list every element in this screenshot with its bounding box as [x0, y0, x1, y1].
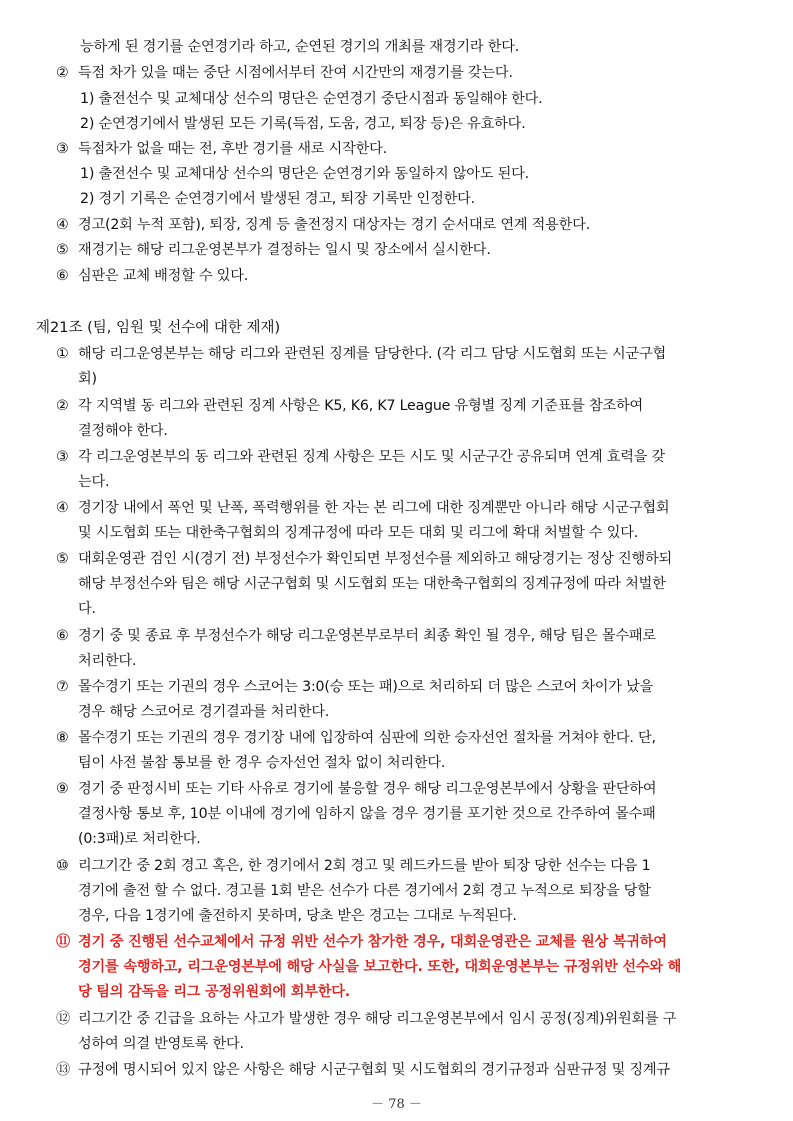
clause-text: 몰수경기 또는 기권의 경우 스코어는 3:0(승 또는 패)으로 처리하되 더 많은 스코어 차이가 났을	[78, 679, 654, 695]
clause-number: ⑤	[56, 551, 69, 567]
clause-9	[56, 780, 656, 798]
sub-item-2-1: 1) 출전선수 및 교체대상 선수의 명단은 순연경기 중단시점과 동일해야 한다.	[80, 91, 543, 107]
item-number: ④	[56, 217, 69, 233]
clause-text: 경기 중 및 종료 후 부정선수가 해당 리그운영본부로부터 최종 확인 될 경우, 해당 팀은 몰수패로	[78, 628, 656, 644]
sub-item-3-2: 2) 경기 기록은 순연경기에서 발생된 경고, 퇴장 기록만 인정한다.	[80, 191, 475, 207]
clause-text: 리그기간 중 긴급을 요하는 사고가 발생한 경우 해당 리그운영본부에서 임시 공정(징계)위원회를 구	[78, 1011, 677, 1027]
clause-11-highlighted	[56, 933, 667, 951]
clause-text: 규정에 명시되어 있지 않은 사항은 해당 시군구협회 및 시도협회의 경기규정과 심판규정 및 징계규	[78, 1062, 670, 1078]
clause-number: ⑥	[56, 628, 69, 644]
clause-text: 각 리그운영본부의 동 리그와 관련된 징계 사항은 모든 시도 및 시군구간 공유되며 연계 효력을 갖	[78, 449, 666, 465]
clause-4	[56, 499, 669, 517]
clause-8	[56, 729, 656, 747]
clause-6-cont: 처리한다.	[78, 653, 137, 669]
page-number: － 78 －	[371, 1097, 422, 1112]
clause-11-cont: 당 팀의 감독을 리그 공정위원회에 회부한다.	[78, 984, 350, 1000]
clause-5	[56, 550, 672, 568]
item-text: 득점차가 없을 때는 전, 후반 경기를 새로 시작한다.	[78, 141, 387, 157]
clause-number: ⑨	[56, 781, 69, 797]
clause-7	[56, 678, 653, 696]
item-text: 경고(2회 누적 포함), 퇴장, 징계 등 출전정지 대상자는 경기 순서대로 연계 적용한다.	[78, 217, 591, 233]
clause-10	[56, 857, 650, 875]
clause-8-cont: 팀이 사전 불참 통보를 한 경우 승자선언 절차 없이 처리한다.	[78, 755, 446, 771]
clause-number: ⑦	[56, 679, 69, 695]
clause-12-cont: 성하여 의결 반영토록 한다.	[78, 1036, 244, 1052]
item-text: 재경기는 해당 리그운영본부가 결정하는 일시 및 장소에서 실시한다.	[78, 242, 491, 258]
clause-10-cont: 경기에 출전 할 수 없다. 경고를 1회 받은 선수가 다른 경기에서 2회 경고 누적으로 퇴장을 당할	[78, 883, 651, 899]
clause-number: ⑩	[56, 858, 69, 874]
item-number: ⑤	[56, 242, 69, 258]
article-heading: 제21조 (팀, 임원 및 선수에 대한 제재)	[36, 320, 281, 336]
sub-item-3-1: 1) 출전선수 및 교체대상 선수의 명단은 순연경기와 동일하지 않아도 된다.	[80, 166, 529, 182]
clause-4-cont: 및 시도협회 또는 대한축구협회의 징계규정에 따라 모든 대회 및 리그에 확대 처벌할 수 있다.	[78, 525, 639, 541]
clause-number: ④	[56, 500, 69, 516]
clause-number: ⑪	[56, 934, 70, 950]
clause-3	[56, 448, 665, 466]
item-text: 득점 차가 있을 때는 중단 시점에서부터 잔여 시간만의 재경기를 갖는다.	[78, 65, 513, 81]
sub-item-2-2: 2) 순연경기에서 발생된 모든 기록(득점, 도움, 경고, 퇴장 등)은 유효하다.	[80, 116, 526, 132]
clause-number: ②	[56, 398, 69, 414]
clause-text: 리그기간 중 2회 경고 혹은, 한 경기에서 2회 경고 및 레드카드를 받아 퇴장 당한 선수는 다음 1	[78, 858, 651, 874]
clause-number: ③	[56, 449, 69, 465]
clause-11-cont: 경기를 속행하고, 리그운영본부에 해당 사실을 보고한다. 또한, 대회운영본부는 규정위반 선수와 해	[78, 959, 682, 975]
clause-number: ①	[56, 346, 69, 362]
clause-text: 각 지역별 동 리그와 관련된 징계 사항은 K5, K6, K7 League 유형별 징계 기준표를 참조하여	[78, 398, 644, 414]
clause-6	[56, 627, 656, 645]
item-number: ③	[56, 141, 69, 157]
clause-number: ⑧	[56, 730, 69, 746]
clause-number: ⑫	[56, 1011, 70, 1027]
list-item-6	[56, 267, 248, 285]
clause-7-cont: 경우 해당 스코어로 경기결과를 처리한다.	[78, 704, 330, 720]
clause-5-cont: 다.	[78, 601, 96, 617]
item-text: 심판은 교체 배정할 수 있다.	[78, 268, 249, 284]
list-item-2	[56, 64, 513, 82]
clause-5-cont: 해당 부정선수와 팀은 해당 시군구협회 및 시도협회 또는 대한축구협회의 징계규정에 따라 처벌한	[78, 576, 666, 592]
clause-1	[56, 345, 666, 363]
clause-2	[56, 397, 643, 415]
clause-text: 경기 중 판정시비 또는 기타 사유로 경기에 불응할 경우 해당 리그운영본부에서 상황을 판단하여	[78, 781, 657, 797]
clause-9-cont: 결정사항 통보 후, 10분 이내에 경기에 임하지 않을 경우 경기를 포기한 것으로 간주하여 몰수패	[78, 806, 656, 822]
clause-1-cont: 회)	[78, 371, 97, 387]
clause-12	[56, 1010, 676, 1028]
clause-10-cont: 경우, 다음 1경기에 출전하지 못하며, 당초 받은 경고는 그대로 누적된다.	[78, 908, 517, 924]
clause-text: 경기장 내에서 폭언 및 난폭, 폭력행위를 한 자는 본 리그에 대한 징계뿐만 아니라 해당 시군구협회	[78, 500, 670, 516]
list-item-3	[56, 140, 387, 158]
clause-text: 경기 중 진행된 선수교체에서 규정 위반 선수가 참가한 경우, 대회운영관은 교체를 원상 복귀하여	[78, 934, 667, 950]
clause-13	[56, 1061, 670, 1079]
clause-2-cont: 결정해야 한다.	[78, 423, 168, 439]
list-item-5	[56, 241, 491, 259]
clause-text: 대회운영관 검인 시(경기 전) 부정선수가 확인되면 부정선수를 제외하고 해당경기는 정상 진행하되	[78, 551, 672, 567]
clause-9-cont: (0:3패)로 처리한다.	[78, 831, 201, 847]
clause-text: 해당 리그운영본부는 해당 리그와 관련된 징계를 담당한다. (각 리그 담당 시도협회 또는 시군구협	[78, 346, 667, 362]
text-line: 능하게 된 경기를 순연경기라 하고, 순연된 경기의 개최를 재경기라 한다.	[80, 39, 520, 55]
item-number: ⑥	[56, 268, 69, 284]
clause-number: ⑬	[56, 1062, 70, 1078]
list-item-4	[56, 216, 590, 234]
item-number: ②	[56, 65, 69, 81]
clause-text: 몰수경기 또는 기권의 경우 경기장 내에 입장하여 심판에 의한 승자선언 절차를 거쳐야 한다. 단,	[78, 730, 656, 746]
clause-3-cont: 는다.	[78, 474, 110, 490]
